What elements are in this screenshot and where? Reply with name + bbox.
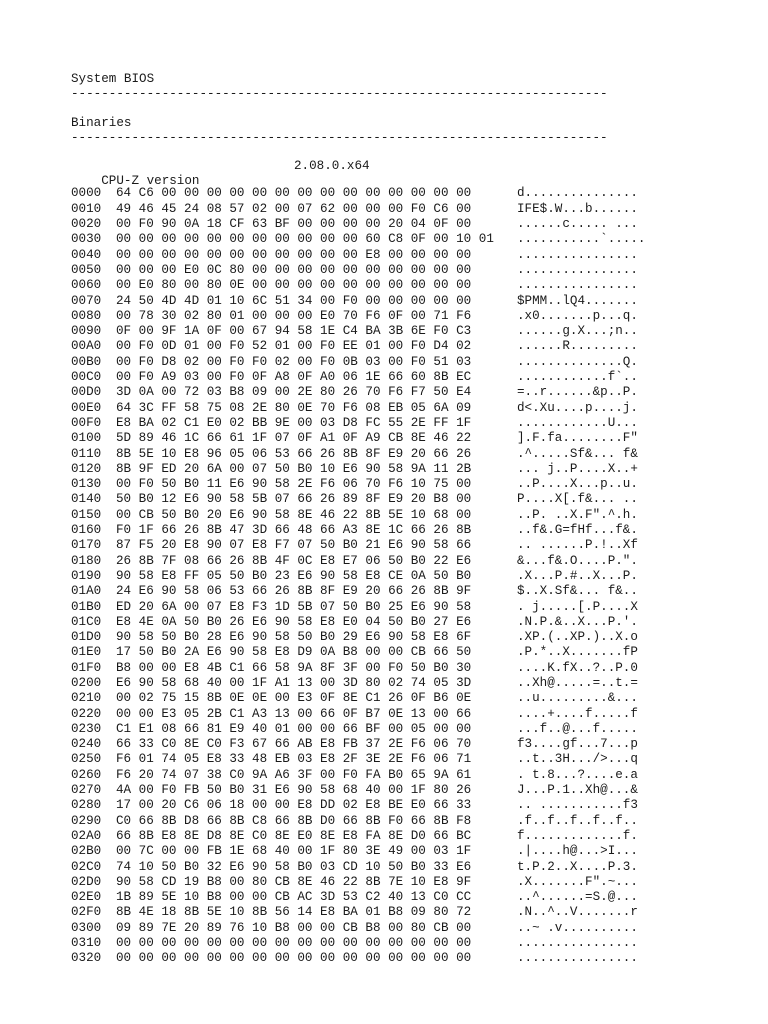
hex-dump-address: 01D0: [71, 630, 102, 645]
hex-dump-ascii: $..X.Sf&... f&..: [517, 584, 638, 599]
hex-dump-row: [71, 186, 768, 201]
hex-dump-row: [71, 309, 768, 324]
hex-dump-address: 02D0: [71, 874, 102, 889]
hex-dump-address: 01F0: [71, 660, 102, 675]
hex-dump-row: [71, 217, 768, 232]
hex-dump-row: [71, 431, 768, 446]
hex-dump-row: [71, 554, 768, 569]
hex-dump-address: 02C0: [71, 859, 102, 874]
hex-dump-ascii: .P.*..X.......fP: [517, 645, 638, 660]
hex-dump-ascii: ................: [517, 262, 638, 277]
hex-dump-ascii: =..r......&p..P.: [517, 385, 638, 400]
hex-dump-bytes: 00 00 00 00 00 00 00 00 00 00 00 E8 00 00 00 00: [116, 247, 472, 262]
hex-dump-row: [71, 783, 768, 798]
hex-dump-address: 0310: [71, 936, 102, 951]
hex-dump-bytes: 66 8B E8 8E D8 8E C0 8E E0 8E E8 FA 8E D0 66 BC: [116, 828, 472, 843]
hex-dump-ascii: ...f..@...f.....: [517, 721, 638, 736]
hex-dump-bytes: 00 CB 50 B0 20 E6 90 58 8E 46 22 8B 5E 10 68 00: [116, 507, 472, 522]
hex-dump-bytes: 00 00 00 00 00 00 00 00 00 00 00 00 00 00 00 00: [116, 936, 472, 951]
hex-dump-ascii: $PMM..lQ4.......: [517, 293, 638, 308]
hex-dump-ascii: ].F.fa........F": [517, 431, 638, 446]
hex-dump-bytes: 90 58 50 B0 28 E6 90 58 50 B0 29 E6 90 58 E8 6F: [116, 630, 472, 645]
hex-dump-row: [71, 416, 768, 431]
hex-dump-bytes: 00 F0 D8 02 00 F0 F0 02 00 F0 0B 03 00 F0 51 03: [116, 354, 472, 369]
hex-dump-bytes: 8B 5E 10 E8 96 05 06 53 66 26 8B 8F E9 20 66 26: [116, 446, 472, 461]
hex-dump-ascii: ............U...: [517, 415, 638, 430]
hex-dump-bytes: 26 8B 7F 08 66 26 8B 4F 0C E8 E7 06 50 B0 22 E6: [116, 553, 472, 568]
hex-dump-address: 0170: [71, 538, 102, 553]
hex-dump-ascii: IFE$.W...b......: [517, 201, 638, 216]
hex-dump-address: 02A0: [71, 828, 102, 843]
hex-dump-address: 0070: [71, 293, 102, 308]
cpuz-version-label: CPU-Z version: [101, 174, 200, 189]
hex-dump-ascii: .. ...........f3: [517, 798, 638, 813]
hex-dump-row: [71, 462, 768, 477]
hex-dump-row: [71, 921, 768, 936]
hex-dump-ascii: .X...P.#..X...P.: [517, 568, 638, 583]
hex-dump-row: [71, 600, 768, 615]
hex-dump-address: 02F0: [71, 905, 102, 920]
hex-dump-bytes: 17 50 B0 2A E6 90 58 E8 D9 0A B8 00 00 CB 66 50: [116, 645, 472, 660]
hex-dump-bytes: 24 50 4D 4D 01 10 6C 51 34 00 F0 00 00 00 00 00: [116, 293, 472, 308]
hex-dump-address: 0040: [71, 247, 102, 262]
report-page: [71, 72, 768, 967]
hex-dump-row: [71, 401, 768, 416]
hex-dump-bytes: E6 90 58 68 40 00 1F A1 13 00 3D 80 02 74 05 3D: [116, 675, 472, 690]
hex-dump-row: [71, 538, 768, 553]
hex-dump-row: [71, 584, 768, 599]
hex-dump-ascii: ................: [517, 951, 638, 966]
hex-dump-ascii: ......g.X...;n..: [517, 324, 638, 339]
hex-dump-address: 01C0: [71, 614, 102, 629]
hex-dump-bytes: 17 00 20 C6 06 18 00 00 E8 DD 02 E8 BE E0 66 33: [116, 798, 472, 813]
hex-dump-bytes: E8 BA 02 C1 E0 02 BB 9E 00 03 D8 FC 55 2E FF 1F: [116, 415, 472, 430]
hex-dump-bytes: 4A 00 F0 FB 50 B0 31 E6 90 58 68 40 00 1F 80 26: [116, 783, 472, 798]
hex-dump-bytes: F6 20 74 07 38 C0 9A A6 3F 00 F0 FA B0 65 9A 61: [116, 767, 472, 782]
spacer: [71, 146, 768, 159]
hex-dump-address: 02E0: [71, 890, 102, 905]
hex-dump-bytes: F6 01 74 05 E8 33 48 EB 03 E8 2F 3E 2E F6 06 71: [116, 752, 472, 767]
hex-dump-bytes: 1B 89 5E 10 B8 00 00 CB AC 3D 53 C2 40 13 C0 CC: [116, 890, 472, 905]
hex-dump-row: [71, 202, 768, 217]
hex-dump-ascii: .XP.(..XP.)..X.o: [517, 630, 638, 645]
hex-dump-ascii: f3....gf...7...p: [517, 737, 638, 752]
hex-dump-ascii: d...............: [517, 186, 638, 201]
hex-dump-row: [71, 523, 768, 538]
hex-dump-bytes: 00 00 00 00 00 00 00 00 00 00 00 60 C8 0F 00 10 01: [116, 232, 494, 247]
hex-dump-row: [71, 645, 768, 660]
hex-dump-row: [71, 798, 768, 813]
hex-dump-ascii: ..Xh@.....=..t.=: [517, 675, 638, 690]
hex-dump-ascii: ................: [517, 247, 638, 262]
hex-dump-ascii: ....K.fX..?..P.0: [517, 660, 638, 675]
hex-dump-row: [71, 339, 768, 354]
hex-dump-bytes: 8B 4E 18 8B 5E 10 8B 56 14 E8 BA 01 B8 09 80 72: [116, 905, 472, 920]
hex-dump-ascii: ... j..P....X..+: [517, 461, 638, 476]
hex-dump-address: 0260: [71, 767, 102, 782]
hex-dump-row: [71, 814, 768, 829]
hex-dump-address: 0000: [71, 186, 102, 201]
hex-dump-address: 0030: [71, 232, 102, 247]
hex-dump-bytes: 90 58 E8 FF 05 50 B0 23 E6 90 58 E8 CE 0A 50 B0: [116, 568, 472, 583]
hex-dump-address: 0110: [71, 446, 102, 461]
hex-dump-ascii: ................: [517, 278, 638, 293]
hex-dump-row: [71, 477, 768, 492]
hex-dump-bytes: 00 F0 A9 03 00 F0 0F A8 0F A0 06 1E 66 60 8B EC: [116, 370, 472, 385]
hex-dump-ascii: &...f&.O....P.".: [517, 553, 638, 568]
hex-dump-ascii: P....X[.f&... ..: [517, 492, 638, 507]
hex-dump-ascii: ..............Q.: [517, 354, 638, 369]
hex-dump-ascii: ....+....f.....f: [517, 706, 638, 721]
hex-dump-address: 00D0: [71, 385, 102, 400]
hex-dump-row: [71, 829, 768, 844]
hex-dump-row: [71, 278, 768, 293]
hex-dump-address: 0200: [71, 675, 102, 690]
hex-dump-address: 0270: [71, 783, 102, 798]
hex-dump-bytes: 00 78 30 02 80 01 00 00 00 E0 70 F6 0F 00 71 F6: [116, 308, 472, 323]
hex-dump-bytes: E8 4E 0A 50 B0 26 E6 90 58 E8 E0 04 50 B0 27 E6: [116, 614, 472, 629]
cpuz-version-row: [71, 159, 768, 189]
hex-dump: [71, 186, 768, 966]
hex-dump-address: 0010: [71, 201, 102, 216]
hex-dump-bytes: 49 46 45 24 08 57 02 00 07 62 00 00 00 F0 C6 00: [116, 201, 472, 216]
hex-dump-bytes: 00 00 00 00 00 00 00 00 00 00 00 00 00 00 00 00: [116, 951, 472, 966]
hex-dump-row: [71, 324, 768, 339]
hex-dump-ascii: ......c..... ...: [517, 217, 638, 232]
hex-dump-address: 0130: [71, 477, 102, 492]
hex-dump-address: 0300: [71, 920, 102, 935]
hex-dump-bytes: 0F 00 9F 1A 0F 00 67 94 58 1E C4 BA 3B 6E F0 C3: [116, 324, 472, 339]
hex-dump-row: [71, 263, 768, 278]
hex-dump-bytes: 50 B0 12 E6 90 58 5B 07 66 26 89 8F E9 20 B8 00: [116, 492, 472, 507]
hex-dump-address: 00C0: [71, 370, 102, 385]
hex-dump-row: [71, 492, 768, 507]
hex-dump-bytes: 5D 89 46 1C 66 61 1F 07 0F A1 0F A9 CB 8E 46 22: [116, 431, 472, 446]
hex-dump-address: 00B0: [71, 354, 102, 369]
hex-dump-address: 0190: [71, 568, 102, 583]
cpuz-version-value: 2.08.0.x64: [294, 159, 370, 174]
hex-dump-ascii: ..f&.G=fHf...f&.: [517, 523, 638, 538]
hex-dump-row: [71, 661, 768, 676]
spacer: [71, 103, 768, 116]
hex-dump-address: 0240: [71, 737, 102, 752]
hex-dump-row: [71, 294, 768, 309]
hex-dump-address: 0250: [71, 752, 102, 767]
hex-dump-bytes: 90 58 CD 19 B8 00 80 CB 8E 46 22 8B 7E 10 E8 9F: [116, 874, 472, 889]
hex-dump-address: 0020: [71, 217, 102, 232]
hex-dump-bytes: C0 66 8B D8 66 8B C8 66 8B D0 66 8B F0 66 8B F8: [116, 813, 472, 828]
hex-dump-address: 0140: [71, 492, 102, 507]
hex-dump-ascii: .|....h@...>I...: [517, 844, 638, 859]
hex-dump-address: 0150: [71, 507, 102, 522]
hex-dump-address: 01E0: [71, 645, 102, 660]
hex-dump-bytes: 00 00 00 E0 0C 80 00 00 00 00 00 00 00 00 00 00: [116, 262, 472, 277]
hex-dump-address: 0280: [71, 798, 102, 813]
hex-dump-row: [71, 875, 768, 890]
hex-dump-bytes: ED 20 6A 00 07 E8 F3 1D 5B 07 50 B0 25 E6 90 58: [116, 599, 472, 614]
hex-dump-ascii: ..u.........&...: [517, 691, 638, 706]
hex-dump-ascii: J...P.1..Xh@...&: [517, 783, 638, 798]
hex-dump-bytes: 3D 0A 00 72 03 B8 09 00 2E 80 26 70 F6 F7 50 E4: [116, 385, 472, 400]
hex-dump-bytes: 87 F5 20 E8 90 07 E8 F7 07 50 B0 21 E6 90 58 66: [116, 538, 472, 553]
hex-dump-row: [71, 676, 768, 691]
hex-dump-row: [71, 385, 768, 400]
hex-dump-ascii: .x0.......p...q.: [517, 308, 638, 323]
hex-dump-address: 0230: [71, 721, 102, 736]
hex-dump-address: 0210: [71, 691, 102, 706]
hex-dump-address: 00A0: [71, 339, 102, 354]
hex-dump-row: [71, 707, 768, 722]
hex-dump-bytes: 8B 9F ED 20 6A 00 07 50 B0 10 E6 90 58 9A 11 2B: [116, 461, 472, 476]
hex-dump-ascii: ......R.........: [517, 339, 638, 354]
hex-dump-ascii: ............f`..: [517, 370, 638, 385]
hex-dump-row: [71, 951, 768, 966]
hex-dump-row: [71, 905, 768, 920]
section-divider: -----------------------------------------------------------------------: [71, 87, 608, 102]
hex-dump-row: [71, 737, 768, 752]
hex-dump-row: [71, 232, 768, 247]
hex-dump-bytes: 00 F0 90 0A 18 CF 63 BF 00 00 00 00 20 04 0F 00: [116, 217, 472, 232]
hex-dump-bytes: 00 F0 50 B0 11 E6 90 58 2E F6 06 70 F6 10 75 00: [116, 477, 472, 492]
hex-dump-bytes: 74 10 50 B0 32 E6 90 58 B0 03 CD 10 50 B0 33 E6: [116, 859, 472, 874]
hex-dump-address: 0080: [71, 308, 102, 323]
hex-dump-address: 01B0: [71, 599, 102, 614]
hex-dump-address: 0290: [71, 813, 102, 828]
hex-dump-bytes: 00 E0 80 00 80 0E 00 00 00 00 00 00 00 00 00 00: [116, 278, 472, 293]
hex-dump-bytes: 00 F0 0D 01 00 F0 52 01 00 F0 EE 01 00 F0 D4 02: [116, 339, 472, 354]
hex-dump-row: [71, 752, 768, 767]
hex-dump-row: [71, 447, 768, 462]
hex-dump-address: 01A0: [71, 584, 102, 599]
hex-dump-bytes: F0 1F 66 26 8B 47 3D 66 48 66 A3 8E 1C 66 26 8B: [116, 523, 472, 538]
hex-dump-bytes: 00 02 75 15 8B 0E 0E 00 E3 0F 8E C1 26 0F B6 0E: [116, 691, 472, 706]
hex-dump-address: 00E0: [71, 400, 102, 415]
hex-dump-bytes: 64 3C FF 58 75 08 2E 80 0E 70 F6 08 EB 05 6A 09: [116, 400, 472, 415]
hex-dump-ascii: d<.Xu....p....j.: [517, 400, 638, 415]
hex-dump-row: [71, 860, 768, 875]
hex-dump-row: [71, 768, 768, 783]
hex-dump-row: [71, 370, 768, 385]
section-title: System BIOS: [71, 72, 155, 86]
hex-dump-ascii: . t.8...?....e.a: [517, 767, 638, 782]
hex-dump-address: 0320: [71, 951, 102, 966]
hex-dump-bytes: C1 E1 08 66 81 E9 40 01 00 00 66 BF 00 05 00 00: [116, 721, 472, 736]
hex-dump-address: 02B0: [71, 844, 102, 859]
hex-dump-ascii: ..~ .v..........: [517, 920, 638, 935]
hex-dump-ascii: ..t..3H.../>...q: [517, 752, 638, 767]
hex-dump-row: [71, 630, 768, 645]
hex-dump-ascii: .X.......F".~...: [517, 874, 638, 889]
hex-dump-ascii: ...........`.....: [517, 232, 646, 247]
hex-dump-bytes: 66 33 C0 8E C0 F3 67 66 AB E8 FB 37 2E F6 06 70: [116, 737, 472, 752]
hex-dump-bytes: B8 00 00 E8 4B C1 66 58 9A 8F 3F 00 F0 50 B0 30: [116, 660, 472, 675]
hex-dump-address: 0180: [71, 553, 102, 568]
hex-dump-bytes: 00 00 E3 05 2B C1 A3 13 00 66 0F B7 0E 13 00 66: [116, 706, 472, 721]
hex-dump-ascii: .N..^..V.......r: [517, 905, 638, 920]
hex-dump-row: [71, 615, 768, 630]
hex-dump-ascii: ................: [517, 936, 638, 951]
hex-dump-address: 00F0: [71, 415, 102, 430]
hex-dump-address: 0120: [71, 461, 102, 476]
hex-dump-ascii: . j.....[.P....X: [517, 599, 638, 614]
hex-dump-address: 0050: [71, 262, 102, 277]
hex-dump-address: 0160: [71, 523, 102, 538]
hex-dump-row: [71, 890, 768, 905]
hex-dump-ascii: .. ......P.!..Xf: [517, 538, 638, 553]
hex-dump-ascii: f.............f.: [517, 828, 638, 843]
hex-dump-row: [71, 355, 768, 370]
hex-dump-row: [71, 722, 768, 737]
hex-dump-row: [71, 569, 768, 584]
hex-dump-ascii: ..P....X...p..u.: [517, 477, 638, 492]
hex-dump-ascii: .N.P.&..X...P.'.: [517, 614, 638, 629]
hex-dump-ascii: .^.....Sf&... f&: [517, 446, 638, 461]
hex-dump-row: [71, 248, 768, 263]
hex-dump-bytes: 64 C6 00 00 00 00 00 00 00 00 00 00 00 00 00 00: [116, 186, 472, 201]
hex-dump-ascii: .f..f..f..f..f..: [517, 813, 638, 828]
subsection-divider: -----------------------------------------------------------------------: [71, 130, 608, 145]
hex-dump-row: [71, 691, 768, 706]
hex-dump-bytes: 24 E6 90 58 06 53 66 26 8B 8F E9 20 66 26 8B 9F: [116, 584, 472, 599]
hex-dump-bytes: 00 7C 00 00 FB 1E 68 40 00 1F 80 3E 49 00 03 1F: [116, 844, 472, 859]
hex-dump-address: 0100: [71, 431, 102, 446]
hex-dump-row: [71, 508, 768, 523]
hex-dump-ascii: ..P. ..X.F".^.h.: [517, 507, 638, 522]
hex-dump-address: 0090: [71, 324, 102, 339]
hex-dump-address: 0060: [71, 278, 102, 293]
hex-dump-address: 0220: [71, 706, 102, 721]
hex-dump-ascii: t.P.2..X....P.3.: [517, 859, 638, 874]
hex-dump-bytes: 09 89 7E 20 89 76 10 B8 00 00 CB B8 00 80 CB 00: [116, 920, 472, 935]
hex-dump-row: [71, 844, 768, 859]
hex-dump-ascii: ..^......=S.@...: [517, 890, 638, 905]
subsection-title: Binaries: [71, 115, 132, 130]
hex-dump-row: [71, 936, 768, 951]
